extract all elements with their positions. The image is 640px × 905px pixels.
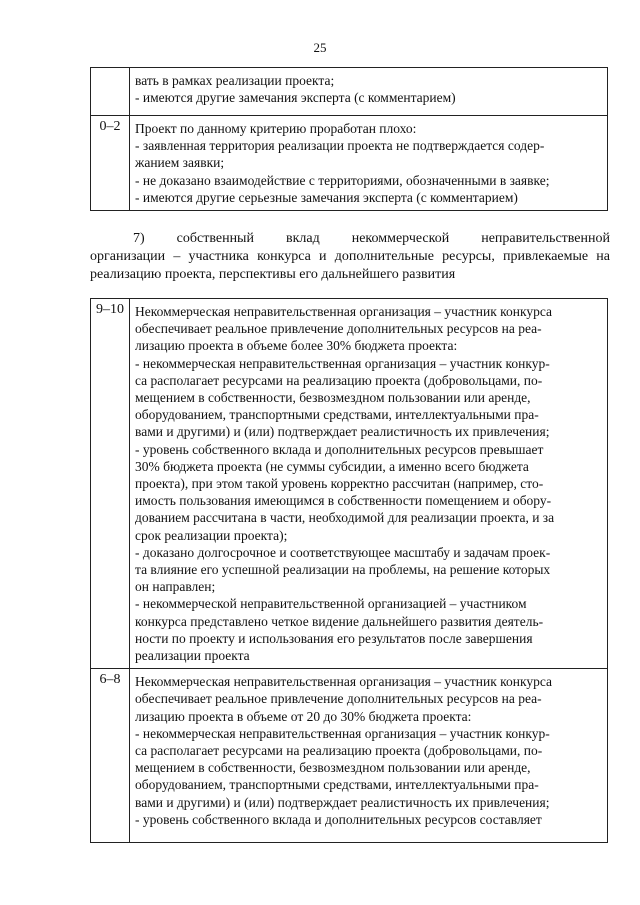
description-cell [130, 68, 608, 116]
score-cell [91, 68, 130, 116]
text-line: - некоммерческая неправительственная организация – участник конкур- [135, 725, 550, 741]
page-number: 25 [313, 40, 327, 55]
table-row [91, 116, 608, 211]
text-line: Некоммерческая неправительственная организация – участник конкурса [135, 304, 553, 319]
description-cell [130, 299, 608, 669]
text-line: мещением в собственности, безвозмездном пользовании или аренде, [135, 760, 531, 776]
section-heading-line: 7) собственный вклад некоммерческой неправительственной [133, 231, 610, 246]
text-line: са располагает ресурсами на реализацию проекта (добровольцами, по- [135, 372, 543, 388]
text-line: оборудованием, транспортными средствами, интеллектуальными пра- [135, 777, 539, 793]
criteria-table-bottom [90, 298, 608, 843]
text-line: - уровень собственного вклада и дополнительных ресурсов составляет [135, 811, 542, 827]
section-heading-text: организации – участника конкурса и дополнительные ресурсы, привлекаемые на реализацию проекта, перспективы его дальнейшего развития [90, 249, 610, 282]
text-line: Проект по данному критерию проработан плохо: [135, 121, 417, 136]
text-line: - уровень собственного вклада и дополнительных ресурсов превышает [135, 441, 544, 457]
text-line: имость пользования имеющимся в собственности помещением и обору- [135, 493, 552, 509]
text-line: - некоммерческой неправительственной организацией – участником [135, 596, 527, 612]
text-line: жанием заявки; [135, 155, 225, 171]
text-line: обеспечивает реальное привлечение дополнительных ресурсов на реа- [135, 321, 542, 337]
score-cell: 6–8 [91, 669, 130, 843]
text-line: - имеются другие замечания эксперта (с комментарием) [135, 90, 456, 106]
text-line: мещением в собственности, безвозмездном пользовании или аренде, [135, 390, 531, 406]
score-cell: 0–2 [91, 116, 130, 211]
text-line: обеспечивает реальное привлечение дополнительных ресурсов на реа- [135, 691, 542, 707]
text-line: реализации проекта [135, 648, 250, 664]
score-cell: 9–10 [91, 299, 130, 669]
text-line: вами и другими) и (или) подтверждает реалистичность их привлечения; [135, 424, 550, 440]
text-line: срок реализации проекта); [135, 527, 288, 543]
text-line: проекта), при этом такой уровень корректно рассчитан (например, сто- [135, 476, 544, 492]
text-line: лизацию проекта в объеме от 20 до 30% бюджета проекта: [135, 708, 472, 724]
text-line: - не доказано взаимодействие с территориями, обозначенными в заявке; [135, 172, 550, 188]
table-row [91, 68, 608, 116]
text-line: са располагает ресурсами на реализацию проекта (добровольцами, по- [135, 743, 543, 759]
table-row [91, 299, 608, 669]
text-line: вами и другими) и (или) подтверждает реалистичность их привлечения; [135, 794, 550, 810]
text-line: Некоммерческая неправительственная организация – участник конкурса [135, 674, 553, 690]
text-line: 30% бюджета проекта (не суммы субсидии, а именно всего бюджета [135, 458, 529, 474]
criteria-table-top [90, 67, 608, 211]
text-line: вать в рамках реализации проекта; [135, 73, 335, 88]
text-line: та влияние его успешной реализации на проблемы, на решение которых [135, 562, 551, 578]
text-line: - имеются другие серьезные замечания эксперта (с комментарием) [135, 189, 518, 205]
text-line: - заявленная территория реализации проекта не подтверждается содер- [135, 138, 545, 154]
text-line: оборудованием, транспортными средствами, интеллектуальными пра- [135, 407, 539, 423]
text-line: ности по проекту и использования его результатов после завершения [135, 630, 533, 646]
text-line: дованием рассчитана в части, необходимой для реализации проекта, и за [135, 510, 555, 526]
text-line: лизацию проекта в объеме более 30% бюджета проекта: [135, 338, 458, 354]
table-row [91, 669, 608, 843]
text-line: он направлен; [135, 579, 216, 595]
description-cell [130, 669, 608, 843]
text-line: - доказано долгосрочное и соответствующее масштабу и задачам проек- [135, 544, 551, 560]
section-heading [90, 230, 610, 284]
text-line: - некоммерческая неправительственная организация – участник конкур- [135, 355, 550, 371]
text-line: конкурса представлено четкое видение дальнейшего развития деятель- [135, 613, 544, 629]
description-cell [130, 116, 608, 211]
